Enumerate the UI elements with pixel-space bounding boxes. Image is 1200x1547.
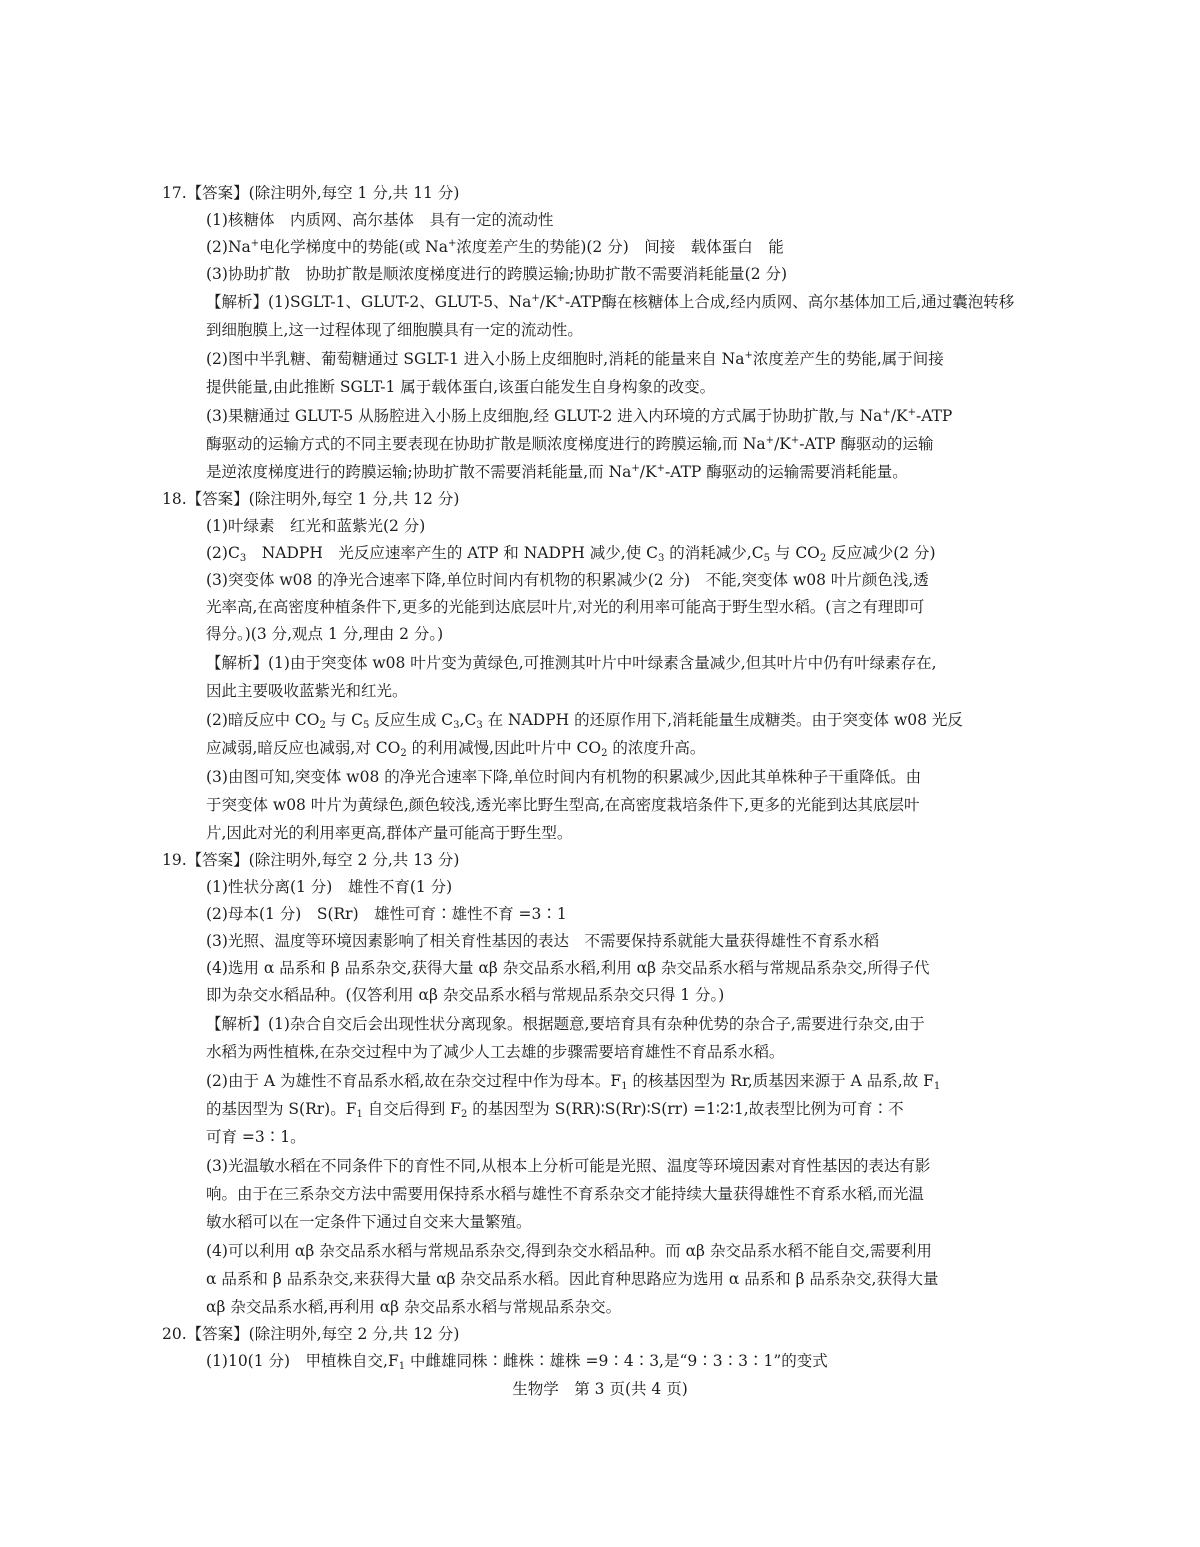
- text-line: 于突变体 w08 叶片为黄绿色,颜色较浅,透光率比野生型高,在高密度栽培条件下,更多的光能到达其底层叶: [206, 796, 920, 814]
- text-line: (1)核糖体 内质网、高尔基体 具有一定的流动性: [206, 211, 554, 229]
- text-line: (2)Na+电化学梯度中的势能(或 Na+浓度差产生的势能)(2 分) 间接 载体蛋白 能: [206, 238, 784, 256]
- text-line: (2)图中半乳糖、葡萄糖通过 SGLT-1 进入小肠上皮细胞时,消耗的能量来自 Na+浓度差产生的势能,属于间接: [206, 350, 944, 368]
- text-line: 即为杂交水稻品种。(仅答利用 αβ 杂交品系水稻与常规品系杂交只得 1 分。): [206, 986, 725, 1004]
- text-line: (2)暗反应中 $CO_2$ 与 $C_5$ 反应生成 $C_3,C_3$ 在 NADPH 的还原作用下,消耗能量生成糖类。由于突变体 w08 光反: [206, 711, 963, 731]
- text-line: (1)10(1 分) 甲植株自交$,F_1$ 中雌雄同株∶雌株∶雄株 =9∶4∶3,是“9∶3∶3∶1”的变式: [206, 1352, 828, 1372]
- text-line: (2)母本(1 分) S(Rr) 雄性可育∶雄性不育 =3∶1: [206, 905, 567, 923]
- question-header: 18.【答案】(除注明外,每空 1 分,共 12 分): [162, 490, 460, 508]
- text-line: (3)由图可知,突变体 w08 的净光合速率下降,单位时间内有机物的积累减少,因此其单株种子干重降低。由: [206, 768, 922, 786]
- question-header: 17.【答案】(除注明外,每空 1 分,共 11 分): [162, 184, 460, 202]
- text-line: 可育 =3∶1。: [206, 1128, 306, 1146]
- text-line: 酶驱动的运输方式的不同主要表现在协助扩散是顺浓度梯度进行的跨膜运输,而 Na+/K+-ATP 酶驱动的运输: [206, 435, 934, 453]
- text-line: (1)性状分离(1 分) 雄性不育(1 分): [206, 878, 453, 896]
- text-line: (3)协助扩散 协助扩散是顺浓度梯度进行的跨膜运输;协助扩散不需要消耗能量(2 分): [206, 265, 788, 283]
- page-footer: 生物学 第 3 页(共 4 页): [512, 1380, 688, 1398]
- question-header: 20.【答案】(除注明外,每空 2 分,共 12 分): [162, 1325, 460, 1343]
- text-line: 光率高,在高密度种植条件下,更多的光能到达底层叶片,对光的利用率可能高于野生型水稻。(言之有理即可: [206, 598, 925, 616]
- text-line: αβ 杂交品系水稻,再利用 αβ 杂交品系水稻与常规品系杂交。: [206, 1298, 622, 1316]
- text-line: 应减弱,暗反应也减弱,对 $CO_2$ 的利用减慢,因此叶片中 $CO_2$ 的浓度升高。: [206, 739, 706, 759]
- text-line: (3)果糖通过 GLUT-5 从肠腔进入小肠上皮细胞,经 GLUT-2 进入内环境的方式属于协助扩散,与 Na+/K+-ATP: [206, 407, 953, 425]
- text-line: 响。由于在三系杂交方法中需要用保持系水稻与雄性不育系杂交才能持续大量获得雄性不育系水稻,而光温: [206, 1185, 924, 1203]
- text-line: 是逆浓度梯度进行的跨膜运输;协助扩散不需要消耗能量,而 Na+/K+-ATP 酶驱动的运输需要消耗能量。: [206, 463, 908, 481]
- text-line: 片,因此对光的利用率更高,群体产量可能高于野生型。: [206, 824, 573, 842]
- text-line: 水稻为两性植株,在杂交过程中为了减少人工去雄的步骤需要培育雄性不育品系水稻。: [206, 1043, 785, 1061]
- question-header: 19.【答案】(除注明外,每空 2 分,共 13 分): [162, 851, 460, 869]
- text-line: 【解析】(1)由于突变体 w08 叶片变为黄绿色,可推测其叶片中叶绿素含量减少,但其叶片中仍有叶绿素存在,: [206, 654, 937, 672]
- text-line: 敏水稻可以在一定条件下通过自交来大量繁殖。: [206, 1213, 532, 1231]
- text-line: 【解析】(1)杂合自交后会出现性状分离现象。根据题意,要培育具有杂种优势的杂合子,需要进行杂交,由于: [206, 1015, 925, 1033]
- text-line: $(2)C_3$ NADPH 光反应速率产生的 ATP 和 NADPH 减少,使 $C_3$ 的消耗减少$,C_5$ 与 $CO_2$ 反应减少(2 分): [206, 544, 936, 564]
- text-line: 因此主要吸收蓝紫光和红光。: [206, 682, 408, 700]
- text-line: (4)可以利用 αβ 杂交品系水稻与常规品系杂交,得到杂交水稻品种。而 αβ 杂交品系水稻不能自交,需要利用: [206, 1242, 932, 1260]
- text-line: (4)选用 α 品系和 β 品系杂交,获得大量 αβ 杂交品系水稻,利用 αβ 杂交品系水稻与常规品系杂交,所得子代: [206, 959, 930, 977]
- text-line: (3)光温敏水稻在不同条件下的育性不同,从根本上分析可能是光照、温度等环境因素对育性基因的表达有影: [206, 1157, 931, 1175]
- text-line: (3)突变体 w08 的净光合速率下降,单位时间内有机物的积累减少(2 分) 不能,突变体 w08 叶片颜色浅,透: [206, 571, 929, 589]
- text-line: 提供能量,由此推断 SGLT-1 属于载体蛋白,该蛋白能发生自身构象的改变。: [206, 378, 716, 396]
- text-line: 到细胞膜上,这一过程体现了细胞膜具有一定的流动性。: [206, 321, 583, 339]
- text-line: (3)光照、温度等环境因素影响了相关育性基因的表达 不需要保持系就能大量获得雄性不育系水稻: [206, 932, 879, 950]
- text-line: (2)由于 A 为雄性不育品系水稻,故在杂交过程中作为母本。$F_1$ 的核基因型为 Rr,质基因来源于 A 品系,故 $F_1$: [206, 1072, 941, 1092]
- text-line: 的基因型为 S(Rr)。$F_1$ 自交后得到 $F_2$ 的基因型为 S(RR)∶S(Rr)∶S(rr) =1∶2∶1,故表型比例为可育∶不: [206, 1100, 904, 1120]
- text-line: 【解析】(1)SGLT-1、GLUT-2、GLUT-5、Na+/K+-ATP酶在核糖体上合成,经内质网、高尔基体加工后,通过囊泡转移: [206, 293, 1015, 311]
- text-line: α 品系和 β 品系杂交,来获得大量 αβ 杂交品系水稻。因此育种思路应为选用 α 品系和 β 品系杂交,获得大量: [206, 1270, 939, 1288]
- text-line: 得分。)(3 分,观点 1 分,理由 2 分。): [206, 625, 444, 643]
- text-line: (1)叶绿素 红光和蓝紫光(2 分): [206, 517, 426, 535]
